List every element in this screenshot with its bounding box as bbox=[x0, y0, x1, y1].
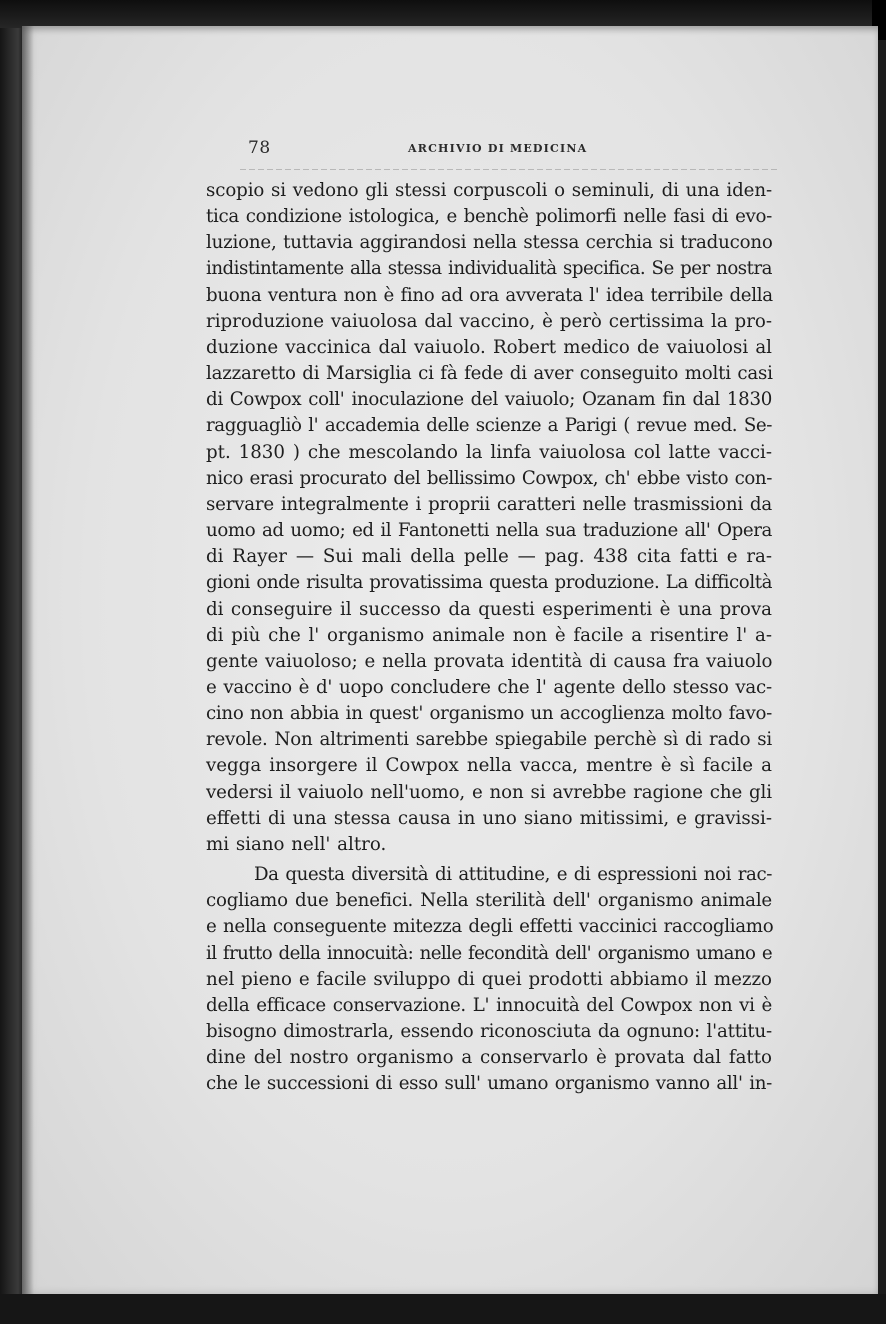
text-line: indistintamente alla stessa individualità specifica. Se per nostra bbox=[206, 258, 772, 280]
text-line: revole. Non altrimenti sarebbe spiegabile perchè sì di rado si bbox=[206, 729, 772, 751]
text-line: gente vaiuoloso; e nella provata identità di causa fra vaiuolo bbox=[206, 650, 773, 672]
text-line: dine del nostro organismo a conservarlo è provata dal fatto bbox=[206, 1047, 772, 1069]
scan-top-edge bbox=[0, 0, 886, 28]
text-line: vedersi il vaiuolo nell'uomo, e non si avrebbe ragione che gli bbox=[206, 781, 772, 803]
text-line: che le successioni di esso sull' umano organismo vanno all' in- bbox=[206, 1073, 772, 1095]
text-line: il frutto della innocuità: nelle fecondità dell' organismo umano e bbox=[206, 942, 772, 964]
text-line: cino non abbia in quest' organismo un accoglienza molto favo- bbox=[206, 703, 773, 725]
text-line: vegga insorgere il Cowpox nella vacca, mentre è sì facile a bbox=[206, 755, 772, 777]
running-head: ARCHIVIO DI MEDICINA bbox=[408, 142, 588, 155]
text-line: scopio si vedono gli stessi corpuscoli o seminuli, di una iden- bbox=[206, 180, 772, 201]
text-line: nico erasi procurato del bellissimo Cowpox, ch' ebbe visto con- bbox=[206, 467, 772, 489]
text-line: ragguagliò l' accademia delle scienze a Parigi ( revue med. Se- bbox=[206, 415, 772, 437]
text-line-indented: Da questa diversità di attitudine, e di espressioni noi rac- bbox=[254, 864, 772, 886]
body-text bbox=[206, 178, 772, 1097]
text-line: cogliamo due benefici. Nella sterilità dell' organismo animale bbox=[206, 890, 772, 912]
scan-bottom-edge bbox=[0, 1294, 886, 1324]
text-line: di Rayer — Sui mali della pelle — pag. 438 cita fatti e ra- bbox=[206, 546, 772, 568]
text-line: nel pieno e facile sviluppo di quei prodotti abbiamo il mezzo bbox=[206, 968, 772, 990]
header-rule bbox=[240, 169, 780, 170]
text-line: duzione vaccinica dal vaiuolo. Robert medico de vaiuolosi al bbox=[206, 336, 772, 358]
page-gutter-shadow bbox=[22, 26, 34, 1296]
text-line: riproduzione vaiuolosa dal vaccino, è però certissima la pro- bbox=[206, 310, 772, 332]
text-line: bisogno dimostrarla, essendo riconosciuta da ognuno: l'attitu- bbox=[206, 1021, 772, 1042]
text-line: di conseguire il successo da questi esperimenti è una prova bbox=[206, 598, 772, 620]
text-line: lazzaretto di Marsiglia ci fà fede di aver conseguito molti casi bbox=[206, 363, 773, 385]
text-line: luzione, tuttavia aggirandosi nella stessa cerchia si traducono bbox=[206, 232, 773, 254]
text-line: pt. 1830 ) che mescolando la linfa vaiuolosa col latte vacci- bbox=[206, 441, 772, 463]
text-line: effetti di una stessa causa in uno siano mitissimi, e gravissi- bbox=[206, 807, 772, 829]
text-line: di Cowpox coll' inoculazione del vaiuolo; Ozanam fin dal 1830 bbox=[206, 389, 772, 411]
text-line: tica condizione istologica, e benchè polimorfi nelle fasi di evo- bbox=[206, 206, 772, 228]
page-header bbox=[248, 138, 588, 162]
text-line: uomo ad uomo; ed il Fantonetti nella sua traduzione all' Opera bbox=[206, 520, 772, 542]
text-line: di più che l' organismo animale non è facile a risentire l' a- bbox=[206, 624, 772, 646]
paragraph-1 bbox=[206, 178, 772, 858]
text-line: gioni onde risulta provatissima questa produzione. La difficoltà bbox=[206, 572, 773, 594]
text-line-last: mi siano nell' altro. bbox=[206, 833, 387, 855]
text-line: e nella conseguente mitezza degli effetti vaccinici raccogliamo bbox=[206, 916, 774, 938]
paragraph-2 bbox=[206, 862, 772, 1097]
text-line: e vaccino è d' uopo concludere che l' agente dello stesso vac- bbox=[206, 676, 772, 698]
page-number: 78 bbox=[248, 138, 271, 158]
text-line: servare integralmente i proprii caratteri nelle trasmissioni da bbox=[206, 493, 772, 515]
text-line: della efficace conservazione. L' innocuità del Cowpox non vi è bbox=[206, 994, 772, 1016]
text-line: buona ventura non è fino ad ora avverata l' idea terribile della bbox=[206, 284, 773, 306]
